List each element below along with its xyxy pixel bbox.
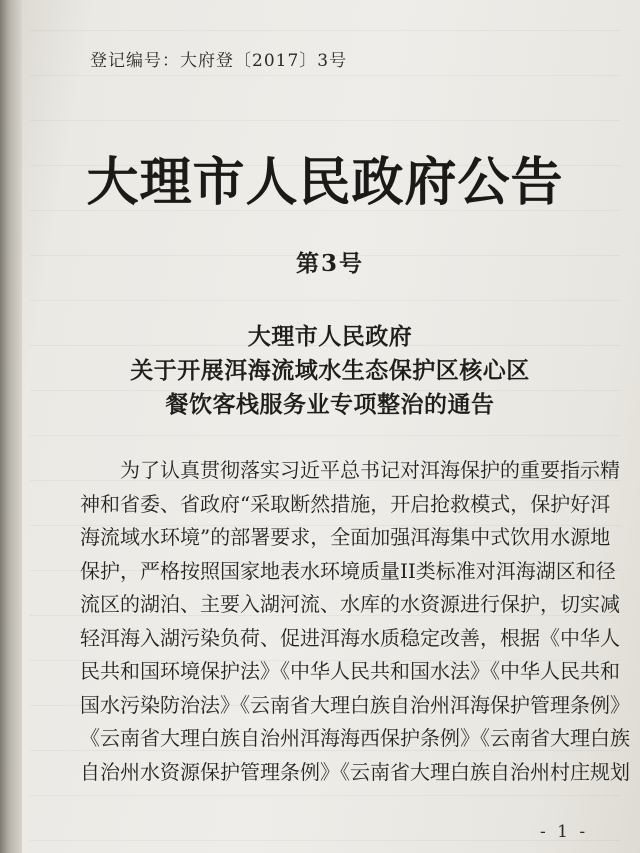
notice-title-line: 大理市人民政府 [247, 323, 413, 350]
notice-title-line: 餐饮客栈服务业专项整治的通告 [165, 391, 495, 418]
body-line: 国水污染防治法》《云南省大理白族自治州洱海保护管理条例》 [80, 692, 630, 717]
body-line: 民共和国环境保护法》《中华人民共和国水法》《中华人民共和 [80, 659, 620, 683]
page-number: - 1 - [540, 822, 589, 842]
body-line: 神和省委、省政府“采取断然措施，开启抢救模式，保护好洱 [80, 491, 611, 516]
body-line: 为了认真贯彻落实习近平总书记对洱海保护的重要指示精 [80, 458, 620, 482]
notice-title-line: 关于开展洱海流域水生态保护区核心区 [130, 357, 530, 384]
body-line: 保护，严格按照国家地表水环境质量II类标准对洱海湖区和径 [80, 558, 616, 583]
notice-title [0, 320, 640, 422]
body-line: 海流域水环境”的部署要求，全面加强洱海集中式饮用水源地 [80, 525, 611, 549]
paper-edge [0, 0, 22, 853]
document-title: 大理市人民政府公告 [86, 152, 564, 213]
body-line: 《云南省大理白族自治州洱海海西保护条例》《云南省大理白族 [80, 726, 630, 750]
registration-number: 登记编号：大府登〔2017〕3号 [90, 51, 348, 71]
body-paragraph [80, 454, 640, 789]
body-line: 轻洱海入湖污染负荷、促进洱海水质稳定改善，根据《中华人 [80, 625, 620, 650]
issue-number: 第3号 [295, 250, 364, 277]
body-line: 流区的湖泊、主要入湖河流、水库的水资源进行保护，切实减 [80, 592, 620, 616]
body-line: 自治州水资源保护管理条例》《云南省大理白族自治州村庄规划 [80, 759, 630, 784]
